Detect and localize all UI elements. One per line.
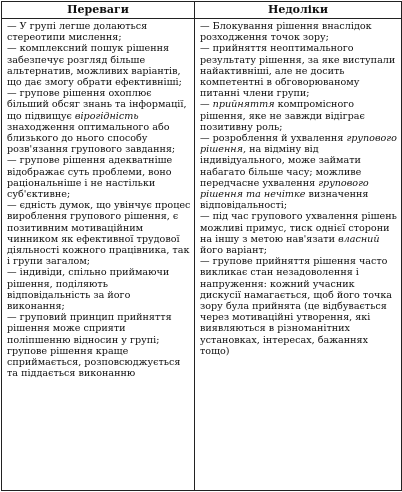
disadvantage-item: — розроблення й ухвалення групового рішення, на відміну від індивідуального, може займати набагато більше часу; можливе передчасне ухвалення групового рішення та нечітке визначення відповідальності; — [200, 133, 397, 212]
advantage-item: — У групі легше долаються стереотипи мислення; — [7, 21, 148, 44]
advantage-item: — групове рішення адекватніше відображає суть проблеми, воно раціональніше і не настільки суб'єктивне; — [7, 155, 173, 201]
advantages-cell — [2, 19, 195, 491]
advantage-item: — груповий принцип прийняття рішення може сприяти поліпшенню відносин у групі; групове рішення краще сприймається, розповсюджується та піддається виконанню — [7, 312, 181, 380]
disadvantage-item: — прийняття неоптимального результату рішення, за яке виступали найактивніші, але не досить компетентні в обговорюваному питанні члени групи; — [200, 43, 396, 100]
comparison-table — [1, 1, 402, 491]
advantage-item: — єдність думок, що увінчує процес вироблення групового рішення, є позитивним мотиваційним чинником як ефективної трудової діяльності кожного працівника, так і групи загалом; — [7, 200, 191, 268]
header-advantages: Переваги — [2, 2, 195, 19]
italic-emphasis: прийняття — [212, 99, 275, 111]
advantage-item: — комплексний пошук рішення забезпечує розгляд більше альтернатив, можливих варіантів, що дає змогу обрати ефективніші; — [7, 43, 182, 89]
content-row — [2, 19, 402, 491]
disadvantage-item: — Блокування рішення внаслідок розходження точок зору; — [200, 21, 372, 44]
disadvantages-cell — [195, 19, 402, 491]
disadvantage-item: — групове прийняття рішення часто викликає стан незадоволення і напруження: кожний учасник дискусії намагається, щоб його точка зору була прийнята (це відбувається через мотиваційні утворення, які виявляються в різноманітних установках, інтересах, бажаннях тощо) — [200, 256, 393, 357]
italic-emphasis: групового рішення, — [200, 133, 397, 156]
italic-emphasis: вірогідність — [74, 110, 139, 122]
italic-emphasis: групового рішення та нечітке — [200, 177, 369, 201]
header-row — [2, 2, 402, 19]
italic-emphasis: власний — [338, 233, 380, 245]
disadvantage-item: — під час групового ухвалення рішень можливі примус, тиск однієї сторони на іншу з метою нав'язати власний його варіант; — [200, 211, 397, 257]
disadvantage-item: — прийняття компромісного рішення, яке не завжди відіграє позитивну роль; — [200, 99, 365, 133]
advantage-item: — групове рішення охоплює більший обсяг знань та інформації, що підвищує вірогідність знаходження оптимального або близького до нього способу розв'язання групового завдання; — [7, 88, 187, 156]
advantage-item: — індивіди, спільно приймаючи рішення, поділяють відповідальність за його виконання; — [7, 267, 170, 313]
header-disadvantages: Недоліки — [195, 2, 402, 19]
